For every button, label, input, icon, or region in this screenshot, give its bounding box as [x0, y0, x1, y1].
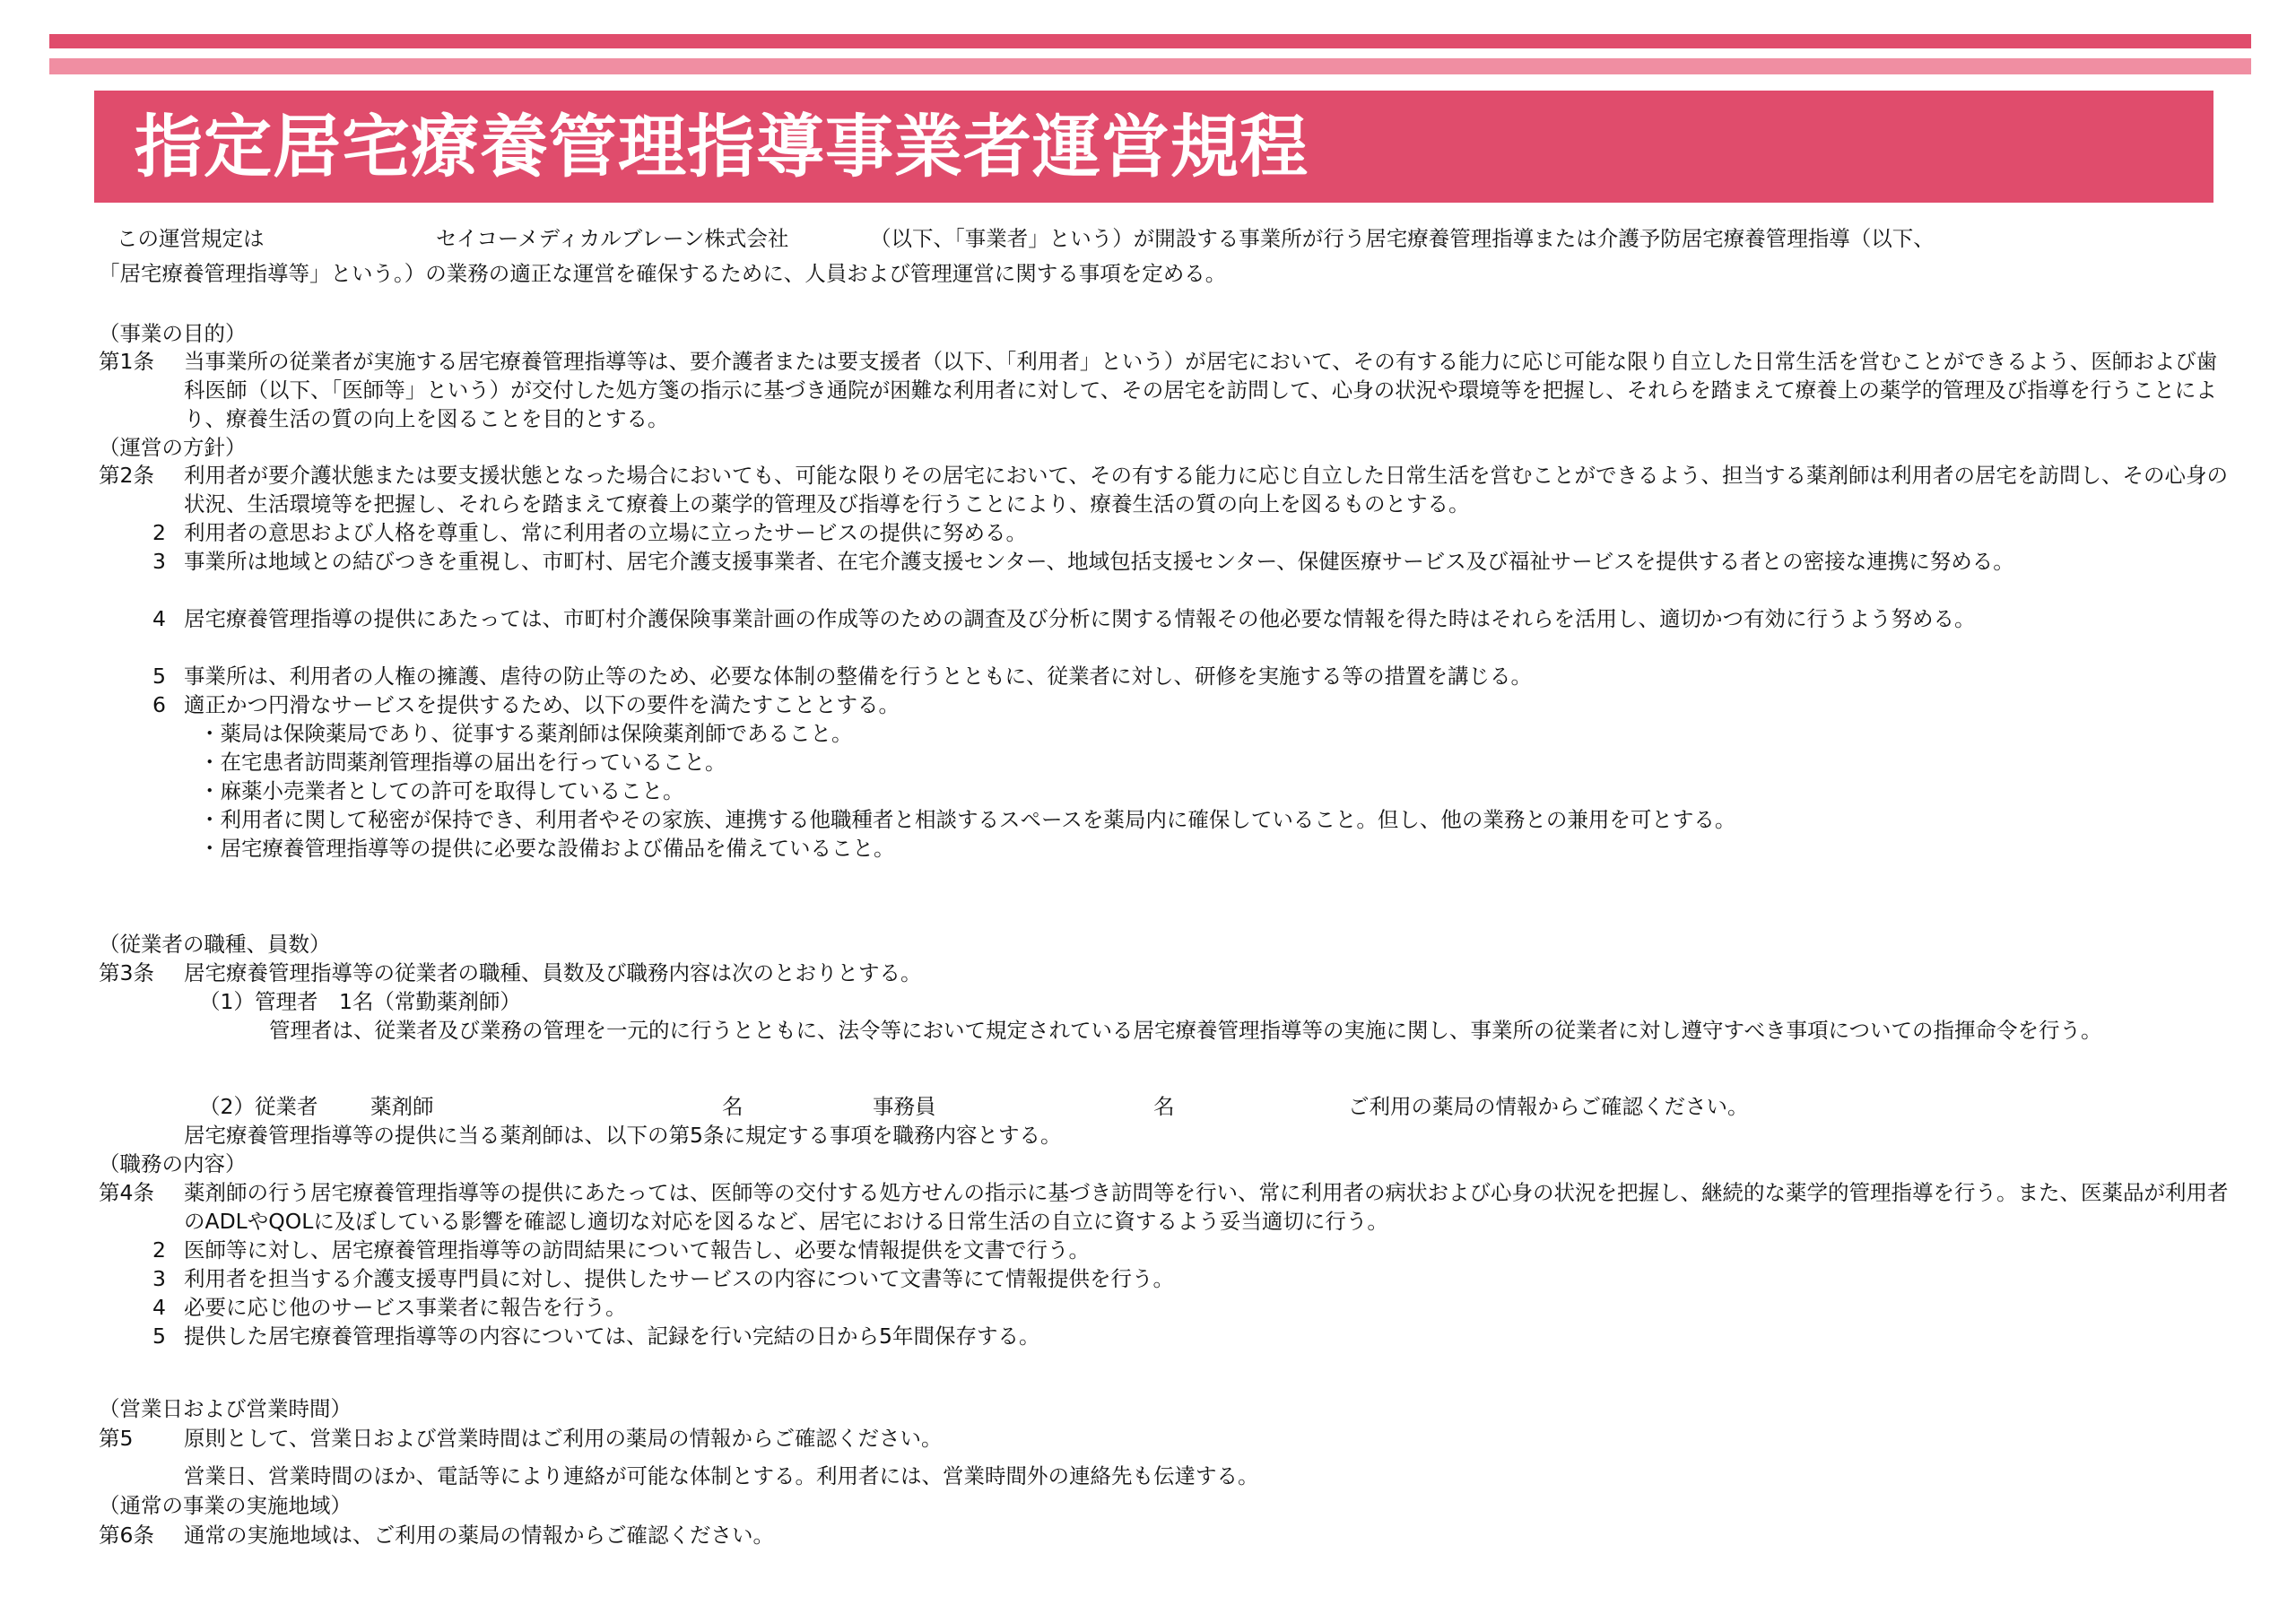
article2-item3-text: 事業所は地域との結びつきを重視し、市町村、居宅介護支援事業者、在宅介護支援センター、地域包括支援センター、保健医療サービス及び福祉サービスを提供する者との密接な連携に努める。	[184, 549, 2014, 574]
company-name: セイコーメディカルブレーン株式会社	[436, 226, 789, 251]
article6-heading: （通常の事業の実施地域）	[99, 1493, 352, 1518]
article2-label: 第2条	[99, 463, 154, 488]
requirement-bullet: ・利用者に関して秘密が保持でき、利用者やその家族、連携する他職種者と相談するスペースを薬局内に確保していること。但し、他の業務との兼用を可とする。	[199, 807, 1736, 832]
requirement-bullet: ・居宅療養管理指導等の提供に必要な設備および備品を備えていること。	[199, 836, 895, 861]
article2-item6-num: 6	[152, 692, 166, 717]
article4-item5-text: 提供した居宅療養管理指導等の内容については、記録を行い完結の日から5年間保存する。	[184, 1324, 1040, 1349]
manager-label: （1）管理者 1名（常勤薬剤師）	[199, 989, 521, 1014]
article2-item5-num: 5	[152, 664, 166, 689]
requirement-bullet: ・在宅患者訪問薬剤管理指導の届出を行っていること。	[199, 750, 726, 775]
article3-heading: （従業者の職種、員数）	[99, 932, 331, 957]
article6-text: 通常の実施地域は、ご利用の薬局の情報からご確認ください。	[184, 1523, 774, 1548]
pharmacist-label: 薬剤師	[370, 1094, 434, 1119]
article5-text: 原則として、営業日および営業時間はご利用の薬局の情報からご確認ください。	[184, 1426, 943, 1451]
article2-heading: （運営の方針）	[99, 435, 247, 460]
article2-item2-num: 2	[152, 520, 166, 545]
article2-item3-num: 3	[152, 549, 166, 574]
intro-line2: 「居宅療養管理指導等」という。）の業務の適正な運営を確保するために、人員および管理運営に関する事項を定める。	[99, 261, 1227, 286]
manager-text: 管理者は、従業者及び業務の管理を一元的に行うとともに、法令等において規定されている居宅療養管理指導等の実施に関し、事業所の従業者に対し遵守すべき事項についての指揮命令を行う。	[269, 1018, 2102, 1043]
article4-item2-num: 2	[152, 1237, 166, 1263]
intro-prefix: この運営規定は	[117, 226, 265, 251]
article1-heading: （事業の目的）	[99, 321, 247, 346]
top-stripe-dark	[49, 34, 2251, 48]
article5-heading: （営業日および営業時間）	[99, 1396, 352, 1421]
article6-label: 第6条	[99, 1523, 154, 1548]
article1-label: 第1条	[99, 349, 154, 374]
requirement-bullet: ・麻薬小売業者としての許可を取得していること。	[199, 778, 684, 803]
article4-item4-num: 4	[152, 1295, 166, 1320]
top-stripe-light	[49, 58, 2251, 74]
page-title: 指定居宅療養管理指導事業者運営規程	[135, 107, 1309, 187]
article4-item2-text: 医師等に対し、居宅療養管理指導等の訪問結果について報告し、必要な情報提供を文書で行う。	[184, 1237, 1091, 1263]
article1-text: 当事業所の従業者が実施する居宅療養管理指導等は、要介護者または要支援者（以下、「利用者」という）が居宅において、その有する能力に応じ可能な限り自立した日常生活を営むことができるよう、医師および歯科医師（以下、「医師等」という）が交付した処方箋の指示に基づき通院が困難な利用者に対して、その居宅を訪問して、心身の状況や環境等を把握し、それらを踏まえて療養上の薬学的管理及び指導を行うことにより、療養生活の質の向上を図ることを目的とする。	[184, 349, 2218, 431]
article2-item4-num: 4	[152, 606, 166, 631]
article4-text: 薬剤師の行う居宅療養管理指導等の提供にあたっては、医師等の交付する処方せんの指示に基づき訪問等を行い、常に利用者の病状および心身の状況を把握し、継続的な薬学的管理指導を行う。また、医薬品が利用者のADLやQOLに及ぼしている影響を確認し適切な対応を図るなど、居宅における日常生活の自立に資するよう妥当適切に行う。	[184, 1180, 2229, 1234]
article4-label: 第4条	[99, 1180, 154, 1205]
title-banner	[94, 91, 2213, 203]
requirement-bullet: ・薬局は保険薬局であり、従事する薬剤師は保険薬剤師であること。	[199, 721, 853, 746]
article4-item5-num: 5	[152, 1324, 166, 1349]
pharmacist-unit: 名	[722, 1094, 744, 1119]
clerk-unit: 名	[1153, 1094, 1175, 1119]
article2-text: 利用者が要介護状態または要支援状態となった場合においても、可能な限りその居宅において、その有する能力に応じ自立した日常生活を営むことができるよう、担当する薬剤師は利用者の居宅を訪問し、その心身の状況、生活環境等を把握し、それらを踏まえて療養上の薬学的管理及び指導を行うことにより、療養生活の質の向上を図るものとする。	[184, 463, 2229, 516]
article2-item6-text: 適正かつ円滑なサービスを提供するため、以下の要件を満たすこととする。	[184, 692, 900, 717]
clerk-label: 事務員	[873, 1094, 936, 1119]
article4-item3-num: 3	[152, 1266, 166, 1291]
staff-label: （2）従業者	[199, 1094, 318, 1119]
article4-heading: （職務の内容）	[99, 1151, 247, 1176]
article3-label: 第3条	[99, 960, 154, 985]
staff-note: ご利用の薬局の情報からご確認ください。	[1348, 1094, 1749, 1119]
article5-label: 第5	[99, 1426, 134, 1451]
article4-item4-text: 必要に応じ他のサービス事業者に報告を行う。	[184, 1295, 627, 1320]
article2-item4-text: 居宅療養管理指導の提供にあたっては、市町村介護保険事業計画の作成等のための調査及び分析に関する情報その他必要な情報を得た時はそれらを活用し、適切かつ有効に行うよう努める。	[184, 606, 1976, 631]
intro-line1: （以下、「事業者」という）が開設する事業所が行う居宅療養管理指導または介護予防居宅療養管理指導（以下、	[870, 226, 1935, 251]
article2-item5-text: 事業所は、利用者の人権の擁護、虐待の防止等のため、必要な体制の整備を行うとともに、従業者に対し、研修を実施する等の措置を講じる。	[184, 664, 1533, 689]
staff-text: 居宅療養管理指導等の提供に当る薬剤師は、以下の第5条に規定する事項を職務内容とする。	[184, 1123, 1062, 1148]
article3-text: 居宅療養管理指導等の従業者の職種、員数及び職務内容は次のとおりとする。	[184, 960, 922, 985]
article2-item2-text: 利用者の意思および人格を尊重し、常に利用者の立場に立ったサービスの提供に努める。	[184, 520, 1027, 545]
article5-text2: 営業日、営業時間のほか、電話等により連絡が可能な体制とする。利用者には、営業時間外の連絡先も伝達する。	[184, 1463, 1259, 1488]
article4-item3-text: 利用者を担当する介護支援専門員に対し、提供したサービスの内容について文書等にて情報提供を行う。	[184, 1266, 1175, 1291]
